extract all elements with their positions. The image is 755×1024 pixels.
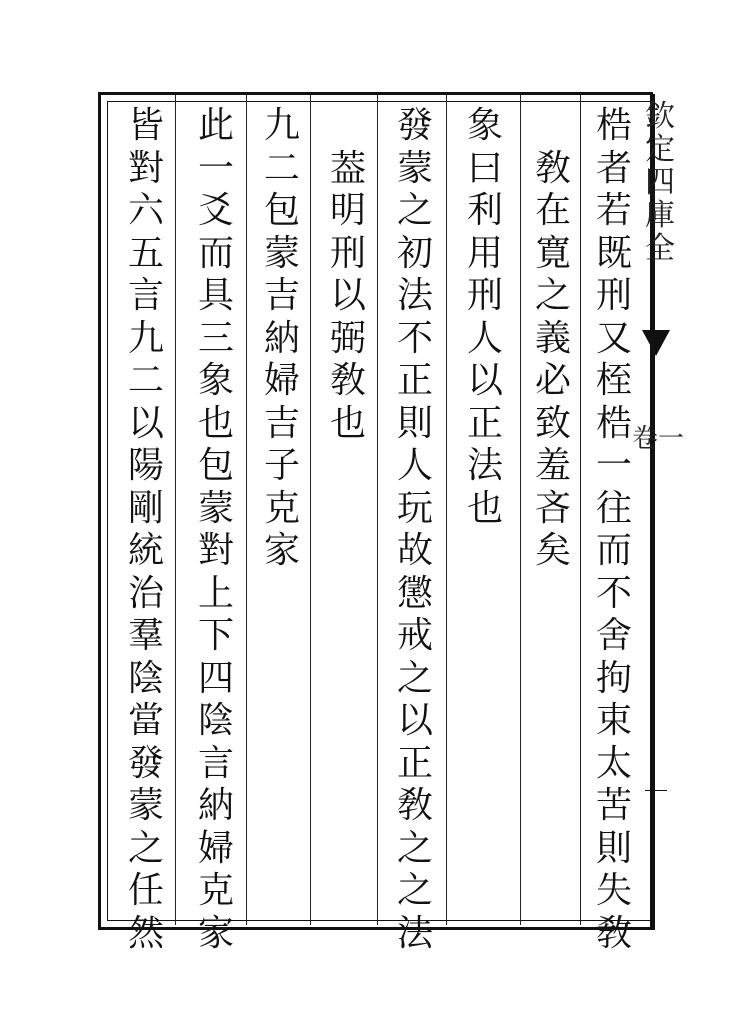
fish-tail-mark — [642, 330, 670, 356]
edge-tick — [645, 790, 667, 791]
text-column-4: 發 蒙 之 初 法 不 正 則 人 玩 故 懲 戒 之 以 正 敎 之 之 法 — [396, 105, 433, 954]
col-divider-3 — [446, 95, 447, 925]
col-divider-2 — [520, 95, 521, 925]
text-column-7: 此 一 爻 而 具 三 象 也 包 蒙 對 上 下 四 陰 言 納 婦 克 家 — [197, 105, 234, 954]
col-divider-1 — [580, 95, 581, 925]
text-column-1: 梏 者 若 既 刑 又 桎 梏 一 往 而 不 舍 拘 束 太 苦 則 失 敎 — [595, 105, 632, 954]
edge-volume: 卷一 — [632, 424, 685, 454]
col-divider-4 — [377, 95, 378, 925]
text-column-6: 九 二 包 蒙 吉 納 婦 吉 子 克 家 — [263, 105, 300, 571]
col-divider-5 — [310, 95, 311, 925]
col-divider-7 — [175, 95, 176, 925]
text-column-8: 皆 對 六 五 言 九 二 以 陽 剛 統 治 羣 陰 當 發 蒙 之 任 然 — [127, 105, 164, 954]
edge-title: 欽 定 四 庫 全 — [645, 99, 675, 266]
text-column-2: 敎 在 寛 之 義 必 致 羞 吝 矣 — [534, 147, 571, 571]
text-column-3: 象 曰 利 用 刑 人 以 正 法 也 — [466, 105, 503, 529]
col-divider-6 — [246, 95, 247, 925]
text-column-5: 葢 明 刑 以 弼 敎 也 — [329, 147, 366, 444]
